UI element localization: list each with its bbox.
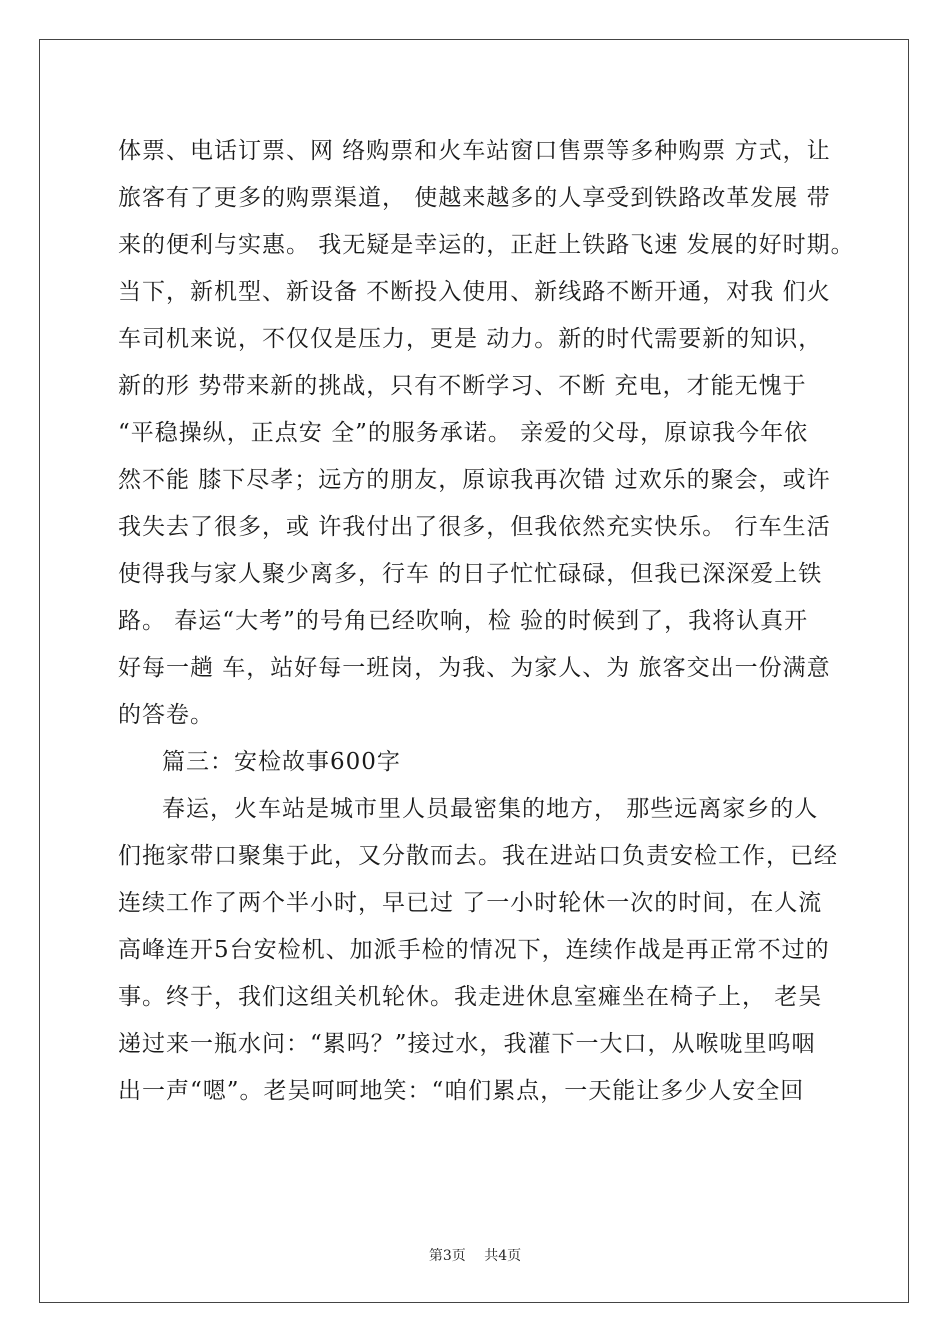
- text-line: “平稳操纵，正点安 全”的服务承诺。 亲爱的父母，原谅我今年依: [118, 420, 809, 446]
- text-line: 新的形 势带来新的挑战，只有不断学习、不断 充电，才能无愧于: [118, 373, 807, 399]
- text-line: 来的便利与实惠。 我无疑是幸运的，正赶上铁路飞速 发展的好时期。: [118, 232, 855, 258]
- page-number: 第3页: [428, 1248, 466, 1264]
- text-line: 使得我与家人聚少离多，行车 的日子忙忙碌碌，但我已深深爱上铁: [118, 561, 823, 587]
- text-line: 我失去了很多，或 许我付出了很多，但我依然充实快乐。 行车生活: [118, 514, 831, 540]
- paragraph: [118, 786, 838, 1115]
- text-line: 连续工作了两个半小时，早已过 了一小时轮休一次的时间，在人流: [118, 890, 823, 916]
- text-line: 旅客有了更多的购票渠道， 使越来越多的人享受到铁路改革发展 带: [118, 185, 831, 211]
- section-heading: [118, 739, 838, 786]
- text-line: 事。终于，我们这组关机轮休。我走进休息室瘫坐在椅子上， 老吴: [118, 984, 823, 1010]
- page-footer: [0, 1245, 950, 1265]
- section-title: 篇三：安检故事600字: [162, 749, 401, 775]
- text-line: 然不能 膝下尽孝；远方的朋友，原谅我再次错 过欢乐的聚会，或许: [118, 467, 831, 493]
- text-line: 高峰连开5台安检机、加派手检的情况下，连续作战是再正常不过的: [118, 937, 830, 963]
- text-line: 春运，火车站是城市里人员最密集的地方， 那些远离家乡的人: [162, 796, 819, 822]
- text-line: 递过来一瓶水问：“累吗？”接过水，我灌下一大口，从喉咙里呜咽: [118, 1031, 816, 1057]
- text-line: 路。 春运“大考”的号角已经吹响，检 验的时候到了，我将认真开: [118, 608, 809, 634]
- text-line: 出一声“嗯”。老吴呵呵地笑：“咱们累点，一天能让多少人安全回: [118, 1078, 805, 1104]
- paragraph: [118, 128, 855, 739]
- text-line: 的答卷。: [118, 702, 214, 728]
- document-body: [118, 128, 855, 1115]
- text-line: 当下，新机型、新设备 不断投入使用、新线路不断开通，对我 们火: [118, 279, 831, 305]
- text-line: 体票、电话订票、网 络购票和火车站窗口售票等多种购票 方式，让: [118, 138, 831, 164]
- page-total: 共4页: [484, 1248, 522, 1264]
- text-line: 好每一趟 车，站好每一班岗，为我、为家人、为 旅客交出一份满意: [118, 655, 831, 681]
- text-line: 们拖家带口聚集于此，又分散而去。我在进站口负责安检工作，已经: [118, 843, 838, 869]
- text-line: 车司机来说，不仅仅是压力，更是 动力。新的时代需要新的知识，: [118, 326, 823, 352]
